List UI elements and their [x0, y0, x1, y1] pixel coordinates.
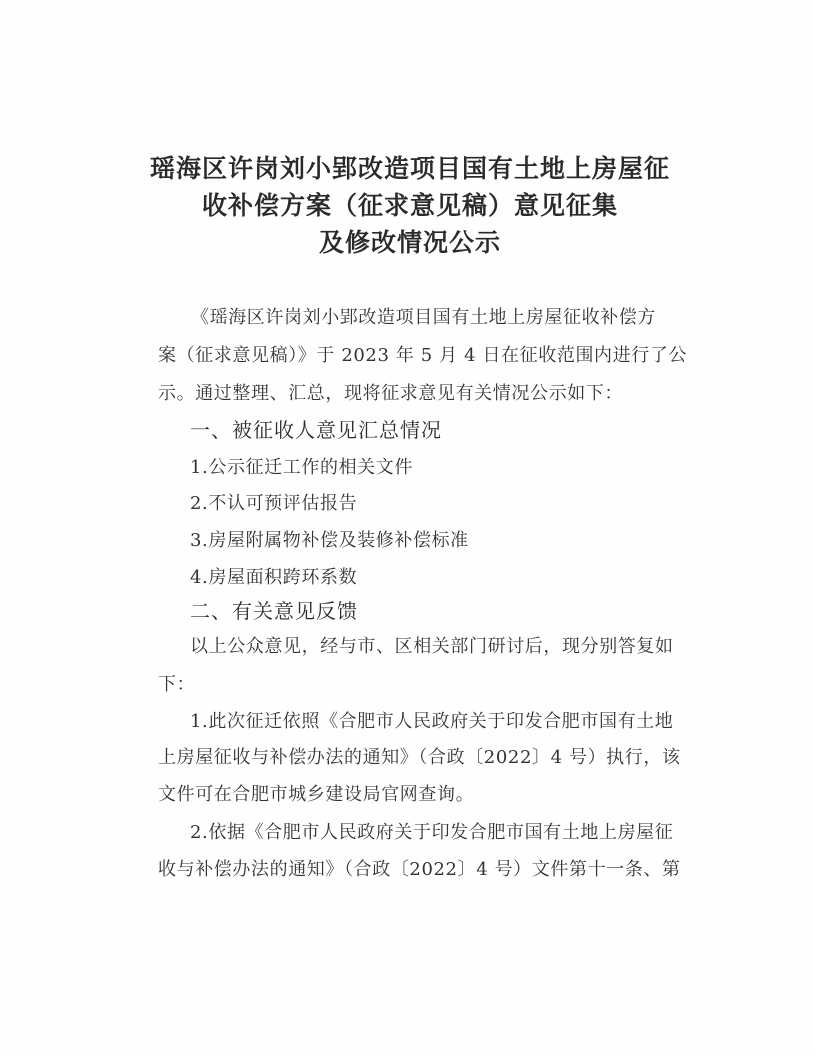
intro-line-3: 示。通过整理、汇总，现将征求意见有关情况公示如下：: [158, 383, 623, 404]
section-2-heading: 二、有关意见反馈: [190, 599, 358, 623]
list-item-3: 3.房屋附属物补偿及装修补偿标准: [190, 530, 469, 551]
title-line-3: 及修改情况公示: [318, 228, 501, 257]
response-2-line-1: 2.依据《合肥市人民政府关于印发合肥市国有土地上房屋征: [190, 822, 674, 843]
response-1-line-3: 文件可在合肥市城乡建设局官网查询。: [158, 784, 475, 805]
list-item-1: 1.公示征迁工作的相关文件: [190, 457, 413, 478]
intro-line-1: 《瑶海区许岗刘小郢改造项目国有土地上房屋征收补偿方: [191, 307, 656, 328]
title-line-1: 瑶海区许岗刘小郢改造项目国有土地上房屋征: [149, 154, 670, 183]
list-item-4: 4.房屋面积跨环系数: [190, 567, 358, 588]
response-2-line-2: 收与补偿办法的通知》（合政〔2022〕4 号）文件第十一条、第: [158, 859, 681, 880]
response-1-line-2: 上房屋征收与补偿办法的通知》（合政〔2022〕4 号）执行，该: [158, 747, 681, 768]
list-item-2: 2.不认可预评估报告: [190, 493, 358, 514]
response-1-line-1: 1.此次征迁依照《合肥市人民政府关于印发合肥市国有土地: [190, 711, 674, 732]
document-title: [120, 150, 700, 261]
response-intro-line-2: 下：: [158, 674, 196, 695]
title-line-2: 收补偿方案（征求意见稿）意见征集: [201, 191, 618, 220]
section-1-heading: 一、被征收人意见汇总情况: [190, 418, 442, 442]
intro-line-2: 案（征求意见稿）》于 2023 年 5 月 4 日在征收范围内进行了公: [158, 345, 688, 366]
response-intro-line-1: 以上公众意见，经与市、区相关部门研讨后，现分别答复如: [190, 636, 674, 657]
